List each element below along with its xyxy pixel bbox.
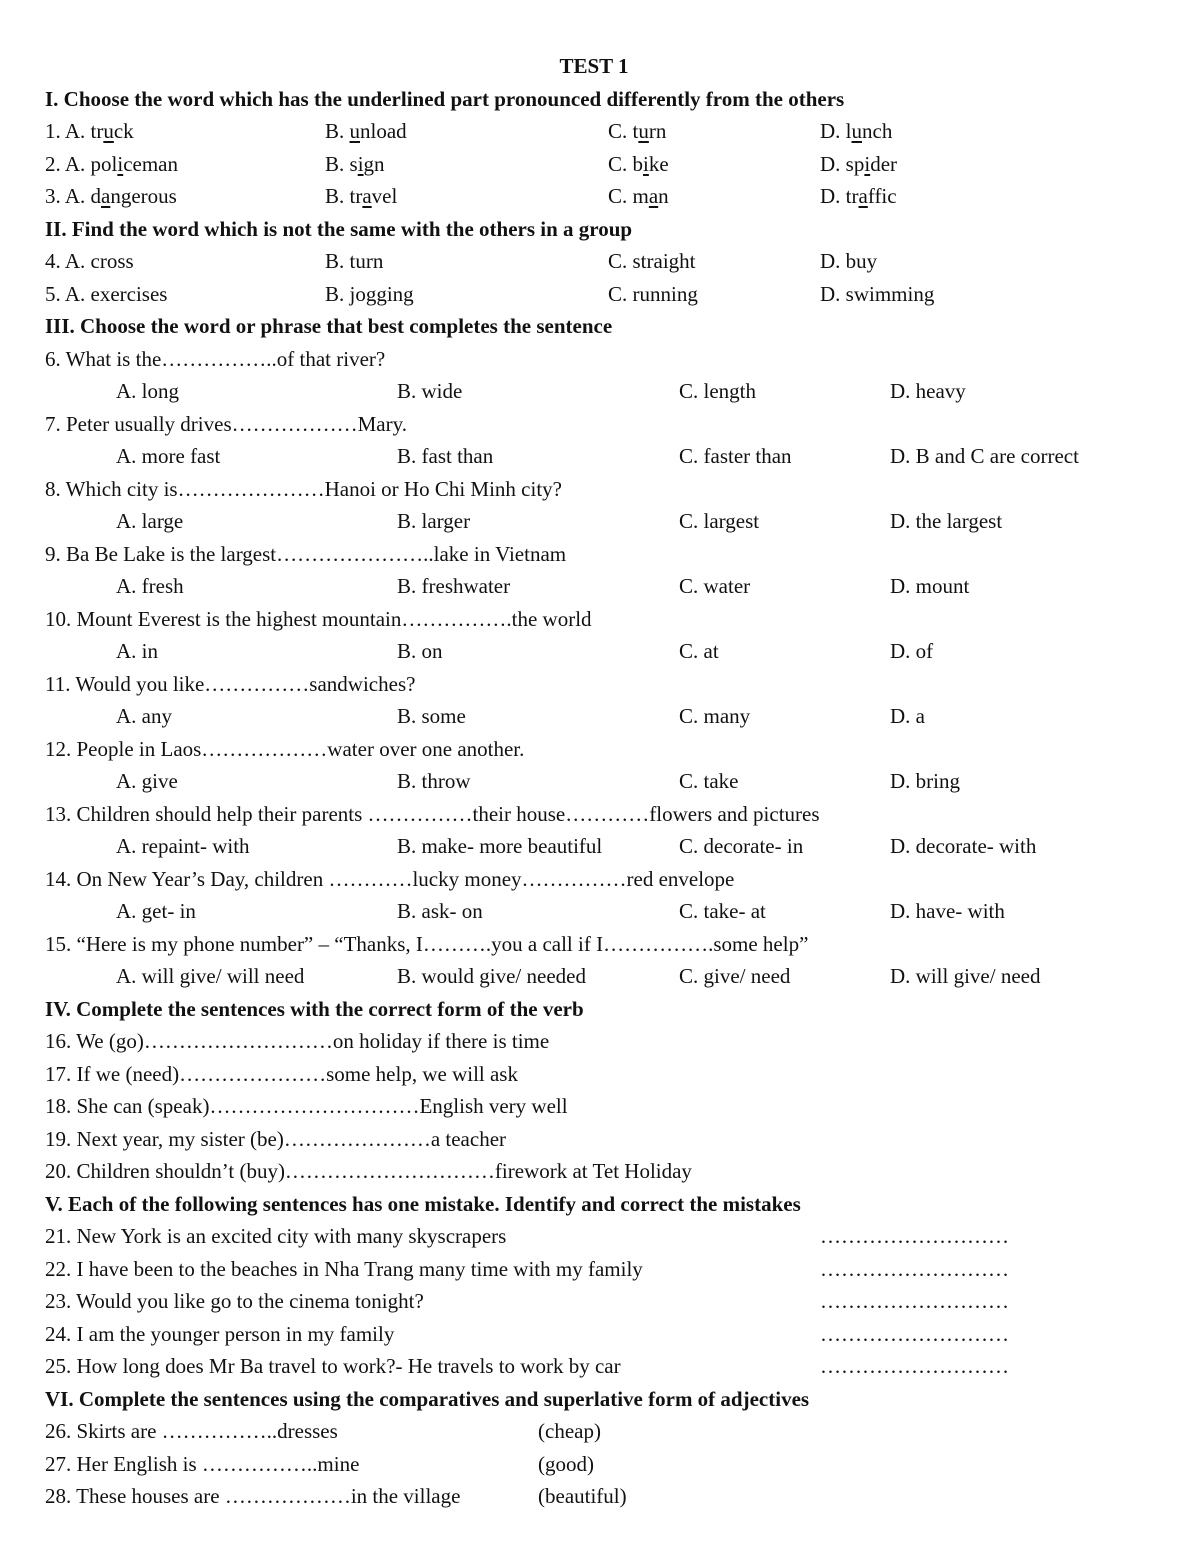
q28-text: 28. These houses are ………………in the village	[45, 1484, 461, 1508]
question-10-options	[0, 635, 1200, 667]
q6-option-a: A. long	[116, 379, 179, 403]
q8-option-a: A. large	[116, 509, 184, 533]
q2-option-a: 2. A. policeman	[45, 152, 178, 176]
section-5-heading-line	[0, 1188, 1200, 1220]
q7-option-a: A. more fast	[116, 444, 221, 468]
q24-answer-blank: ………………………	[820, 1322, 1009, 1346]
q15-stem: 15. “Here is my phone number” – “Thanks, I……….you a call if I…………….some help”	[45, 932, 809, 956]
q10-option-a: A. in	[116, 639, 158, 663]
q22-answer-blank: ………………………	[820, 1257, 1009, 1281]
question-3-row	[0, 180, 1200, 212]
q2-option-d: D. spider	[820, 152, 898, 176]
q9-option-d: D. mount	[890, 574, 970, 598]
q7-option-b: B. fast than	[397, 444, 494, 468]
section-1-heading-line	[0, 83, 1200, 115]
item-18-line	[0, 1090, 1200, 1122]
q11-stem: 11. Would you like……………sandwiches?	[45, 672, 416, 696]
q3-option-d: D. traffic	[820, 184, 897, 208]
q4-option-d: D. buy	[820, 249, 878, 273]
q6-option-c: C. length	[679, 379, 756, 403]
q21-answer-blank: ………………………	[820, 1224, 1009, 1248]
q13-option-c: C. decorate- in	[679, 834, 804, 858]
q1-option-b: B. unload	[325, 119, 407, 143]
q13-option-d: D. decorate- with	[890, 834, 1037, 858]
q11-option-a: A. any	[116, 704, 172, 728]
q6-stem: 6. What is the……………..of that river?	[45, 347, 386, 371]
q25-text: 25. How long does Mr Ba travel to work?- He travels to work by car	[45, 1354, 621, 1378]
q21-text: 21. New York is an excited city with many skyscrapers	[45, 1224, 507, 1248]
q19-text: 19. Next year, my sister (be)…………………a teacher	[45, 1127, 507, 1151]
q2-option-c: C. bike	[608, 152, 669, 176]
q10-stem: 10. Mount Everest is the highest mountain…………….the world	[45, 607, 592, 631]
q15-option-a: A. will give/ will need	[116, 964, 305, 988]
item-19-line	[0, 1123, 1200, 1155]
q9-option-a: A. fresh	[116, 574, 184, 598]
q14-option-d: D. have- with	[890, 899, 1005, 923]
q5-option-a: 5. A. exercises	[45, 282, 168, 306]
q6-option-b: B. wide	[397, 379, 463, 403]
q8-option-b: B. larger	[397, 509, 471, 533]
section-4-heading-line	[0, 993, 1200, 1025]
q14-option-a: A. get- in	[116, 899, 196, 923]
section-2-heading: II. Find the word which is not the same with the others in a group	[45, 217, 633, 241]
item-20-line	[0, 1155, 1200, 1187]
q24-text: 24. I am the younger person in my family	[45, 1322, 395, 1346]
q11-option-c: C. many	[679, 704, 751, 728]
item-17-line	[0, 1058, 1200, 1090]
q3-option-c: C. man	[608, 184, 669, 208]
question-14-stem-line	[0, 863, 1200, 895]
q7-stem: 7. Peter usually drives………………Mary.	[45, 412, 408, 436]
q25-answer-blank: ………………………	[820, 1354, 1009, 1378]
q8-option-d: D. the largest	[890, 509, 1003, 533]
question-4-row	[0, 245, 1200, 277]
page-title: TEST 1	[559, 54, 629, 78]
q28-hint: (beautiful)	[538, 1484, 627, 1508]
q7-option-d: D. B and C are correct	[890, 444, 1079, 468]
q12-option-a: A. give	[116, 769, 178, 793]
q13-option-a: A. repaint- with	[116, 834, 250, 858]
q11-option-b: B. some	[397, 704, 466, 728]
q4-option-a: 4. A. cross	[45, 249, 134, 273]
q20-text: 20. Children shouldn’t (buy)…………………………firework at Tet Holiday	[45, 1159, 692, 1183]
item-23-line	[0, 1285, 1200, 1317]
question-8-stem-line	[0, 473, 1200, 505]
item-24-line	[0, 1318, 1200, 1350]
question-12-stem-line	[0, 733, 1200, 765]
q5-option-d: D. swimming	[820, 282, 935, 306]
q9-option-c: C. water	[679, 574, 751, 598]
question-9-options	[0, 570, 1200, 602]
question-15-stem-line	[0, 928, 1200, 960]
question-7-stem-line	[0, 408, 1200, 440]
q15-option-d: D. will give/ need	[890, 964, 1041, 988]
item-22-line	[0, 1253, 1200, 1285]
question-7-options	[0, 440, 1200, 472]
section-6-heading: VI. Complete the sentences using the comparatives and superlative form of adjectives	[45, 1387, 810, 1411]
q12-option-b: B. throw	[397, 769, 471, 793]
q14-option-c: C. take- at	[679, 899, 766, 923]
q12-option-c: C. take	[679, 769, 739, 793]
q3-option-b: B. travel	[325, 184, 398, 208]
q5-option-c: C. running	[608, 282, 698, 306]
question-6-options	[0, 375, 1200, 407]
q17-text: 17. If we (need)…………………some help, we will ask	[45, 1062, 518, 1086]
q1-option-c: C. turn	[608, 119, 667, 143]
q13-stem: 13. Children should help their parents ……………their house…………flowers and pictures	[45, 802, 820, 826]
q15-option-b: B. would give/ needed	[397, 964, 586, 988]
q10-option-b: B. on	[397, 639, 443, 663]
q14-option-b: B. ask- on	[397, 899, 483, 923]
q9-option-b: B. freshwater	[397, 574, 511, 598]
q12-stem: 12. People in Laos………………water over one another.	[45, 737, 525, 761]
q27-hint: (good)	[538, 1452, 594, 1476]
q23-answer-blank: ………………………	[820, 1289, 1009, 1313]
section-3-heading: III. Choose the word or phrase that best completes the sentence	[45, 314, 613, 338]
q18-text: 18. She can (speak)…………………………English very well	[45, 1094, 568, 1118]
item-27-line	[0, 1448, 1200, 1480]
question-13-options	[0, 830, 1200, 862]
question-10-stem-line	[0, 603, 1200, 635]
section-2-heading-line	[0, 213, 1200, 245]
question-11-stem-line	[0, 668, 1200, 700]
q1-option-d: D. lunch	[820, 119, 893, 143]
page-title-line	[0, 50, 1200, 82]
q5-option-b: B. jogging	[325, 282, 414, 306]
q14-stem: 14. On New Year’s Day, children …………lucky money……………red envelope	[45, 867, 735, 891]
q7-option-c: C. faster than	[679, 444, 792, 468]
q27-text: 27. Her English is ……………..mine	[45, 1452, 360, 1476]
q1-option-a: 1. A. truck	[45, 119, 134, 143]
q4-option-c: C. straight	[608, 249, 696, 273]
q3-option-a: 3. A. dangerous	[45, 184, 177, 208]
question-6-stem-line	[0, 343, 1200, 375]
section-1-heading: I. Choose the word which has the underlined part pronounced differently from the others	[45, 87, 845, 111]
item-25-line	[0, 1350, 1200, 1382]
q15-option-c: C. give/ need	[679, 964, 791, 988]
q10-option-c: C. at	[679, 639, 719, 663]
question-8-options	[0, 505, 1200, 537]
q26-text: 26. Skirts are ……………..dresses	[45, 1419, 338, 1443]
question-11-options	[0, 700, 1200, 732]
question-12-options	[0, 765, 1200, 797]
item-28-line	[0, 1480, 1200, 1512]
q2-option-b: B. sign	[325, 152, 385, 176]
question-15-options	[0, 960, 1200, 992]
q10-option-d: D. of	[890, 639, 934, 663]
item-26-line	[0, 1415, 1200, 1447]
q8-stem: 8. Which city is…………………Hanoi or Ho Chi Minh city?	[45, 477, 562, 501]
q22-text: 22. I have been to the beaches in Nha Trang many time with my family	[45, 1257, 643, 1281]
q26-hint: (cheap)	[538, 1419, 601, 1443]
section-3-heading-line	[0, 310, 1200, 342]
section-5-heading: V. Each of the following sentences has one mistake. Identify and correct the mistakes	[45, 1192, 801, 1216]
q11-option-d: D. a	[890, 704, 925, 728]
q6-option-d: D. heavy	[890, 379, 966, 403]
q13-option-b: B. make- more beautiful	[397, 834, 603, 858]
question-1-row	[0, 115, 1200, 147]
item-21-line	[0, 1220, 1200, 1252]
item-16-line	[0, 1025, 1200, 1057]
q4-option-b: B. turn	[325, 249, 384, 273]
question-5-row	[0, 278, 1200, 310]
q12-option-d: D. bring	[890, 769, 960, 793]
q16-text: 16. We (go)………………………on holiday if there is time	[45, 1029, 550, 1053]
q8-option-c: C. largest	[679, 509, 760, 533]
q9-stem: 9. Ba Be Lake is the largest…………………..lake in Vietnam	[45, 542, 567, 566]
question-2-row	[0, 148, 1200, 180]
question-9-stem-line	[0, 538, 1200, 570]
section-4-heading: IV. Complete the sentences with the correct form of the verb	[45, 997, 584, 1021]
question-13-stem-line	[0, 798, 1200, 830]
q23-text: 23. Would you like go to the cinema tonight?	[45, 1289, 424, 1313]
section-6-heading-line	[0, 1383, 1200, 1415]
question-14-options	[0, 895, 1200, 927]
